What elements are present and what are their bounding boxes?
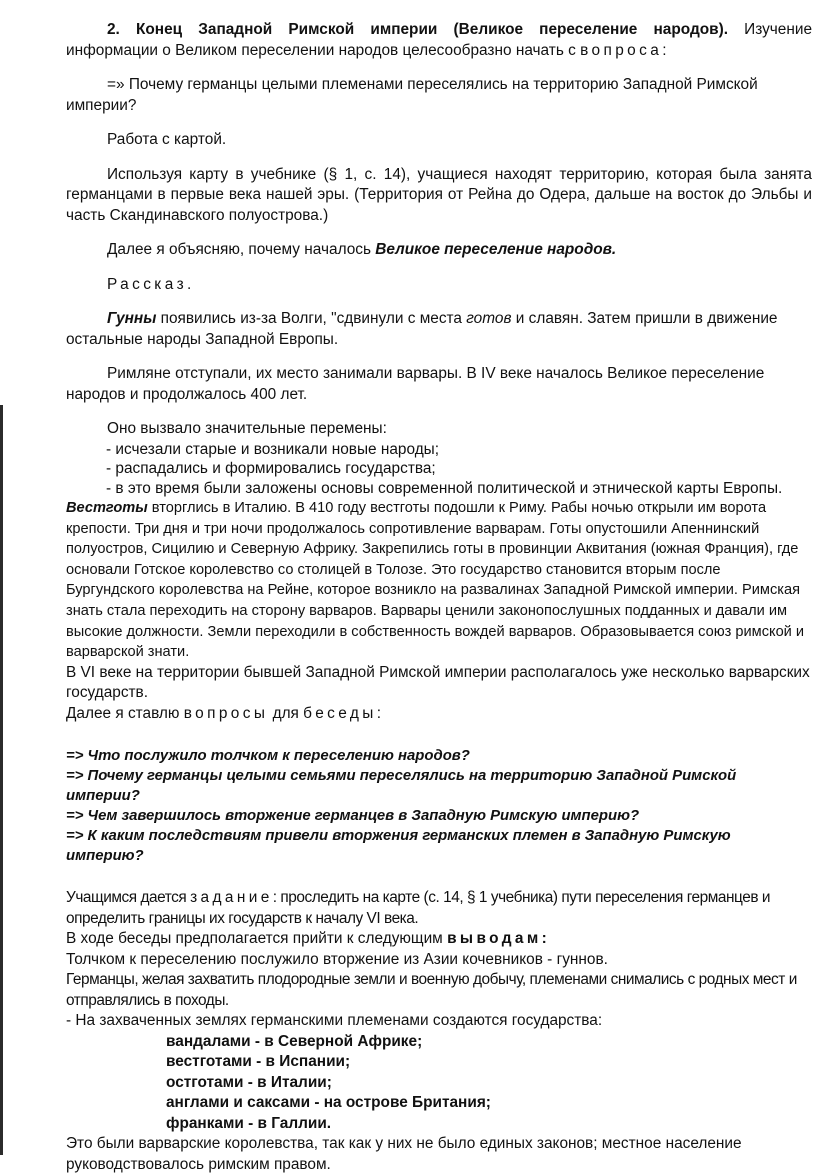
discussion-question: => Что послужило толчком к переселению народов?: [66, 748, 470, 765]
story-label: Рассказ.: [107, 275, 195, 293]
list-item: вестготами - в Испании;: [166, 1053, 351, 1071]
huns-paragraph: [66, 309, 812, 350]
visigoths-term: Вестготы: [66, 500, 148, 516]
conclusion-intro: [66, 929, 812, 950]
conclusion-2: Германцы, желая захватить плодородные земли и военную добычу, племенами снимались с родных мест и отправлялись в походы.: [66, 971, 797, 1009]
discussion-question: => Почему германцы целыми семьями переселялись на территорию Западной Римской империи?: [66, 768, 737, 805]
sixth-century-paragraph: В VI веке на территории бывшей Западной Римской империи располагалось уже несколько варварских государств.: [66, 663, 810, 702]
great-migration-term: Великое переселение народов.: [375, 241, 617, 258]
questions-intro-text: Далее я ставлю: [66, 704, 180, 722]
conclusion-intro-text: В ходе беседы предполагается прийти к следующим: [66, 930, 443, 948]
task-paragraph: [66, 888, 812, 929]
section-intro: Изучение информации о Великом переселении народов целесообразно начать с: [66, 21, 813, 59]
list-item: франками - в Галлии.: [166, 1114, 332, 1132]
map-work-label: Работа с картой.: [107, 131, 227, 148]
section-title: Конец Западной Римской империи (Великое переселение народов).: [136, 21, 728, 38]
questions-list: [66, 746, 812, 866]
word-question: вопроса: [580, 41, 663, 59]
states-list: [66, 1032, 812, 1135]
list-item: - в это время были заложены основы современной политической и этнической карты Европы.: [106, 479, 812, 499]
word-questions: вопросы: [183, 704, 269, 722]
conclusion-1: Толчком к переселению послужило вторжение из Азии кочевников - гуннов.: [66, 950, 608, 968]
goths-term: готов: [466, 310, 512, 327]
list-item: остготами - в Италии;: [166, 1073, 332, 1091]
discussion-question: => К каким последствиям привели вторжения германских племен в Западную Римскую империю?: [66, 828, 731, 865]
visigoths-text: вторглись в Италию. В 410 году вестготы подошли к Риму. Рабы ночью открыли им ворота крепости. Три дня и три ночи продолжалось сопротивление варварам. Готы опустошили Апеннинский полуостров, Сицилию и Северную Африку. Закрепились готы в провинции Аквитания (южная Франция), где основали Готское королевство со столицей в Толозе. Это государство становится вторым после Бургундского королевства на Рейне, которое возникло на развалинах Западной Римской империи. Римская знать стала переходить на сторону варваров. Варвары ценили законопослушных подданных и давали им высокие должности. Земли переходили в собственность вождей варваров. Образовывается союз римской и варварской знати.: [66, 500, 805, 661]
list-item: - распадались и формировались государства;: [106, 459, 812, 479]
list-item: - исчезали старые и возникали новые народы;: [106, 440, 812, 460]
list-item: вандалами - в Северной Африке;: [166, 1032, 423, 1050]
conclusion-3: - На захваченных землях германскими племенами создаются государства:: [66, 1012, 603, 1030]
huns-term: Гунны: [107, 310, 157, 327]
romans-paragraph: Римляне отступали, их место занимали варвары. В IV веке началось Великое переселение народов и продолжалось 400 лет.: [66, 365, 765, 403]
huns-text-1: появились из-за Волги, "сдвинули с места: [160, 310, 462, 327]
visigoths-paragraph: [66, 498, 812, 663]
questions-intro: [66, 704, 812, 725]
explain-text: Далее я объясняю, почему началось: [107, 241, 371, 258]
left-margin-rule: [0, 405, 3, 1155]
colon: :: [662, 41, 667, 59]
huns-text-2: и славян. Затем пришли в движение остальные народы Западной Европы.: [66, 310, 778, 348]
task-text-1: Учащимся дается: [66, 889, 187, 907]
changes-list: [66, 440, 812, 499]
map-work-text: Используя карту в учебнике (§ 1, с. 14), учащиеся находят территорию, которая была занята германцами в первые века нашей эры. (Территория от Рейна до Одера, дальше на восток до Эльбы и часть Скандинавского полуострова.): [66, 165, 812, 224]
explain-paragraph: [66, 240, 812, 261]
discussion-question: => Чем завершилось вторжение германцев в Западную Римскую империю?: [66, 808, 640, 825]
colon: :: [376, 704, 382, 722]
word-task: задание: [190, 889, 273, 907]
word-for: для: [272, 704, 299, 722]
list-item: англами и саксами - на острове Британия;: [166, 1094, 491, 1112]
word-conclusions: выводам:: [447, 930, 551, 948]
section-number: 2.: [107, 21, 120, 38]
word-conversation: беседы: [303, 704, 377, 722]
main-question: =» Почему германцы целыми племенами переселялись на территорию Западной Римской империи?: [66, 76, 758, 114]
final-paragraph: Это были варварские королевства, так как у них не было единых законов; местное население руководствовалось римским правом.: [66, 1135, 742, 1173]
task-text-2: : проследить на карте (с. 14, § 1 учебника) пути переселения германцев и определить границы их государств к началу VI века.: [66, 889, 771, 927]
section-heading-paragraph: [66, 20, 812, 61]
changes-intro: Оно вызвало значительные перемены:: [107, 420, 387, 437]
document-page: [66, 20, 812, 1175]
